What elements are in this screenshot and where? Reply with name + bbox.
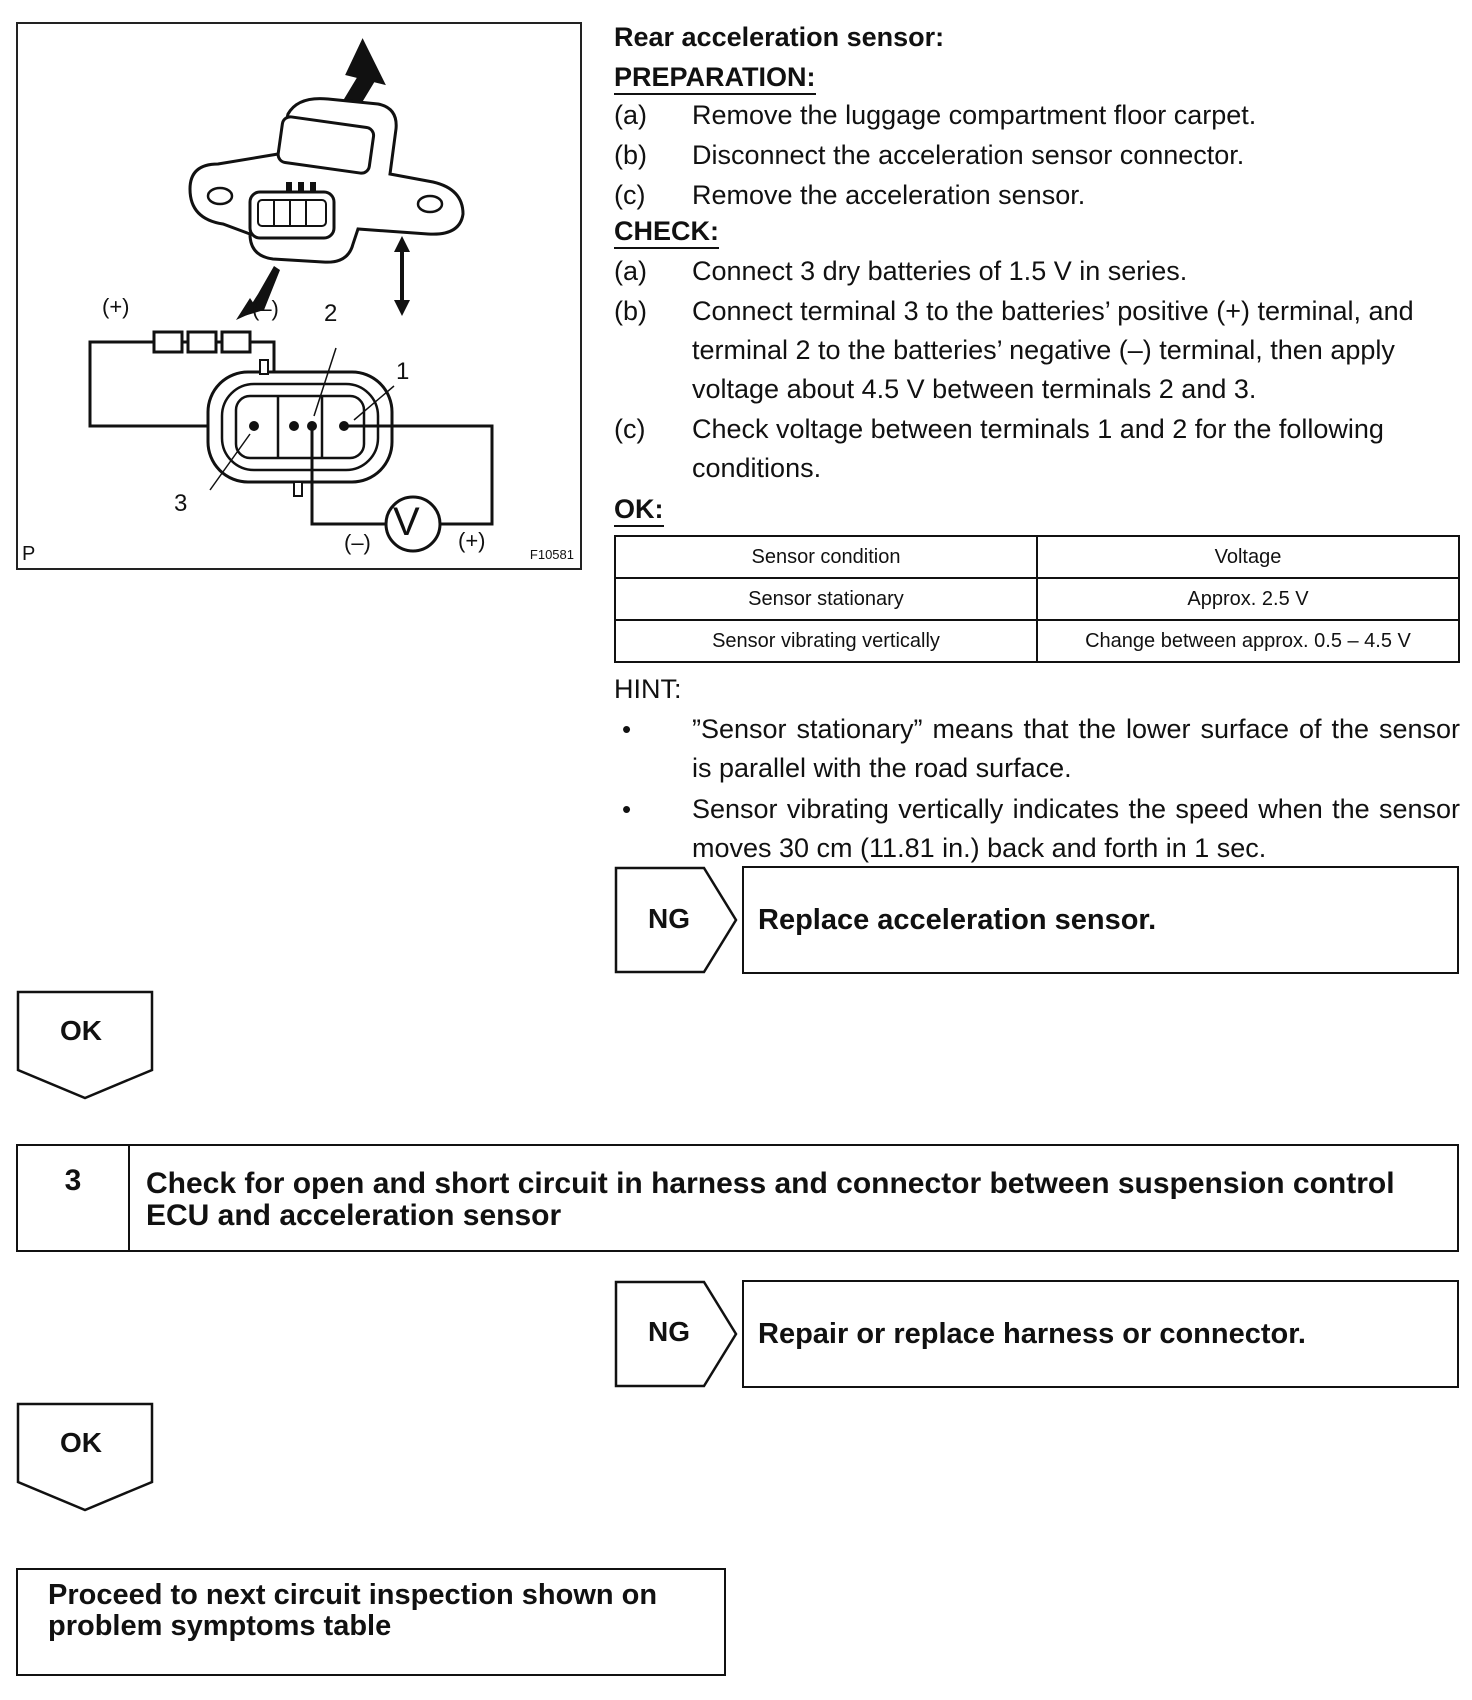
table-cell: Sensor vibrating vertically bbox=[615, 620, 1037, 662]
ng-label-2: NG bbox=[648, 1316, 690, 1347]
voltmeter-label: V bbox=[393, 500, 420, 544]
bullet-icon: • bbox=[622, 714, 632, 744]
hint-item-2: Sensor vibrating vertically indicates the speed when the sensor moves 30 cm (11.81 in.) back and forth in 1 sec. bbox=[692, 794, 1460, 863]
bullet-icon: • bbox=[622, 794, 632, 824]
meter-minus-label: (–) bbox=[344, 530, 371, 555]
table-cell: Approx. 2.5 V bbox=[1037, 578, 1459, 620]
ok-label-2: OK bbox=[60, 1427, 102, 1458]
vibration-arrow-icon bbox=[394, 236, 410, 316]
hint-heading: HINT: bbox=[614, 674, 682, 704]
step-3-text: Check for open and short circuit in harness and connector between suspension control ECU and acceleration sensor bbox=[146, 1167, 1395, 1232]
table-cell: Sensor stationary bbox=[615, 578, 1037, 620]
figure-code: F10581 bbox=[529, 547, 574, 562]
result-repair-harness: Repair or replace harness or connector. bbox=[742, 1280, 1459, 1388]
proceed-box: Proceed to next circuit inspection shown on problem symptoms table bbox=[16, 1568, 726, 1676]
battery-minus-label: (–) bbox=[252, 296, 279, 321]
terminal-2 bbox=[289, 421, 299, 431]
terminal-3-label: 3 bbox=[174, 490, 188, 517]
table-header-cell: Voltage bbox=[1037, 536, 1459, 578]
battery-plus-label: (+) bbox=[102, 294, 130, 319]
result-replace-sensor: Replace acceleration sensor. bbox=[742, 866, 1459, 974]
preparation-heading: PREPARATION: bbox=[614, 62, 816, 95]
figure-p-label: P bbox=[22, 543, 36, 565]
table-row bbox=[615, 578, 1459, 620]
hint-item-1: ”Sensor stationary” means that the lower surface of the sensor is parallel with the road surface. bbox=[692, 714, 1460, 783]
terminal-2-label: 2 bbox=[324, 300, 338, 327]
table-cell: Change between approx. 0.5 – 4.5 V bbox=[1037, 620, 1459, 662]
battery-3 bbox=[222, 332, 250, 352]
sensor-connector bbox=[250, 192, 334, 238]
ng-label-1: NG bbox=[648, 903, 690, 934]
battery-1 bbox=[154, 332, 182, 352]
ok-label-1: OK bbox=[60, 1015, 102, 1046]
table-header-row bbox=[615, 536, 1459, 578]
terminal-1-label: 1 bbox=[396, 358, 410, 385]
step-number: 3 bbox=[18, 1146, 130, 1250]
ok-voltage-table bbox=[614, 535, 1460, 663]
terminal-3 bbox=[249, 421, 259, 431]
check-heading: CHECK: bbox=[614, 216, 719, 249]
battery-2 bbox=[188, 332, 216, 352]
sensor-wiring-figure bbox=[16, 22, 582, 570]
table-row bbox=[615, 620, 1459, 662]
ok-heading: OK: bbox=[614, 494, 664, 527]
table-header-cell: Sensor condition bbox=[615, 536, 1037, 578]
meter-plus-label: (+) bbox=[458, 528, 486, 553]
section-title: Rear acceleration sensor: bbox=[614, 22, 945, 52]
up-arrow-icon bbox=[339, 36, 396, 110]
step-3-box bbox=[16, 1144, 1459, 1252]
